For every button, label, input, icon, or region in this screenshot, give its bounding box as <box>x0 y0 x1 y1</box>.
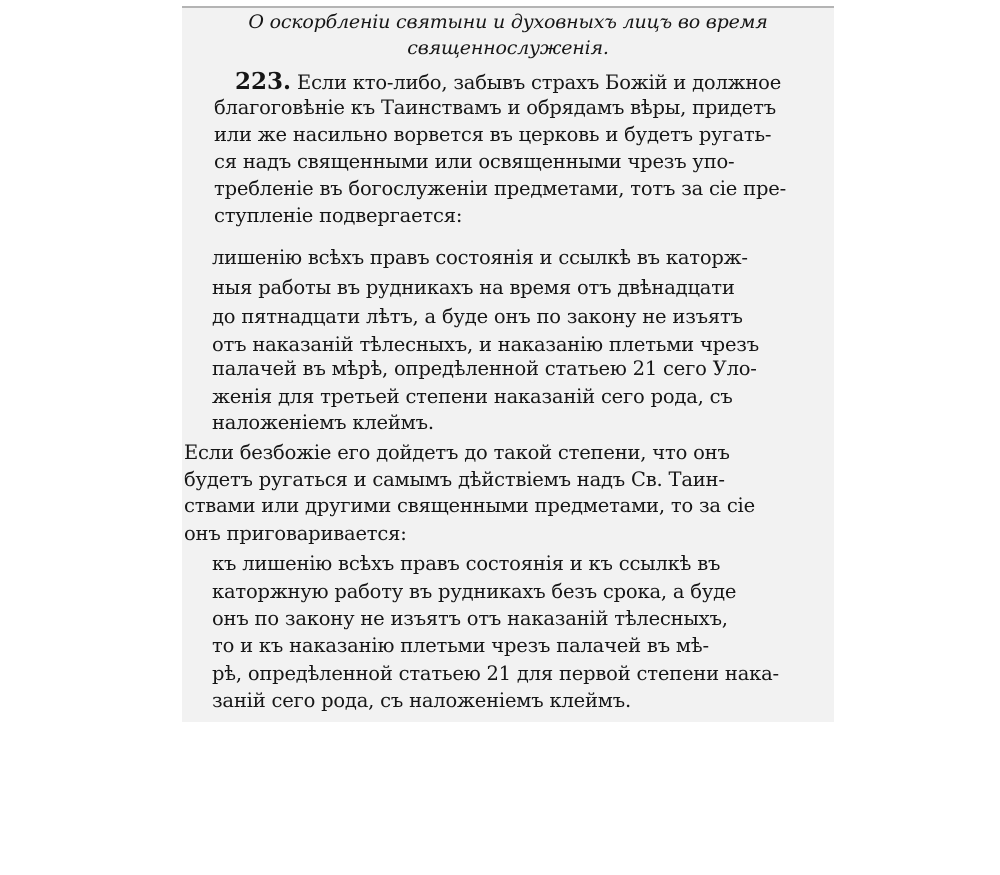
section-title-line-1: О оскорбленіи святыни и духовныхъ лицъ во время <box>248 11 768 33</box>
article-line: требленіе въ богослуженіи предметами, тотъ за сіе пре- <box>214 177 786 200</box>
article-line: Если кто-либо, забывъ страхъ Божій и должное <box>297 71 782 94</box>
paragraph-line: будетъ ругаться и самымъ дѣйствіемъ надъ Св. Таин- <box>184 468 725 491</box>
penalty-line: наложеніемъ клеймъ. <box>212 411 434 434</box>
article-line: или же насильно ворвется въ церковь и будетъ ругать- <box>214 123 772 146</box>
article-first-line <box>235 70 781 95</box>
penalty-line: палачей въ мѣрѣ, опредѣленной статьею 21 сего Уло- <box>212 357 757 380</box>
penalty-line: рѣ, опредѣленной статьею 21 для первой степени нака- <box>212 662 779 685</box>
article-line: ступленіе подвергается: <box>214 204 463 227</box>
penalty-line: къ лишенію всѣхъ правъ состоянія и къ ссылкѣ въ <box>212 552 721 575</box>
paragraph-line: Если безбожіе его дойдетъ до такой степени, что онъ <box>184 441 730 464</box>
penalty-line: онъ по закону не изъятъ отъ наказаній тѣлесныхъ, <box>212 607 728 630</box>
penalty-line: женія для третьей степени наказаній сего рода, съ <box>212 385 733 408</box>
article-line: ся надъ священными или освященными чрезъ упо- <box>214 150 735 173</box>
top-rule <box>182 6 834 8</box>
section-title-line-2: священнослуженія. <box>407 37 609 59</box>
penalty-line: лишенію всѣхъ правъ состоянія и ссылкѣ въ каторж- <box>212 246 748 269</box>
penalty-line: каторжную работу въ рудникахъ безъ срока, а буде <box>212 580 737 603</box>
article-number: 223. <box>235 68 292 95</box>
penalty-line: заній сего рода, съ наложеніемъ клеймъ. <box>212 689 631 712</box>
article-line: благоговѣніе къ Таинствамъ и обрядамъ вѣры, придетъ <box>214 96 776 119</box>
penalty-line: ныя работы въ рудникахъ на время отъ двѣнадцати <box>212 276 735 299</box>
paragraph-line: онъ приговаривается: <box>184 522 407 545</box>
paragraph-line: ствами или другими священными предметами, то за сіе <box>184 494 755 517</box>
penalty-line: до пятнадцати лѣтъ, а буде онъ по закону не изъятъ <box>212 305 743 328</box>
penalty-line: то и къ наказанію плетьми чрезъ палачей въ мѣ- <box>212 634 709 657</box>
penalty-line: отъ наказаній тѣлесныхъ, и наказанію плетьми чрезъ <box>212 333 759 356</box>
